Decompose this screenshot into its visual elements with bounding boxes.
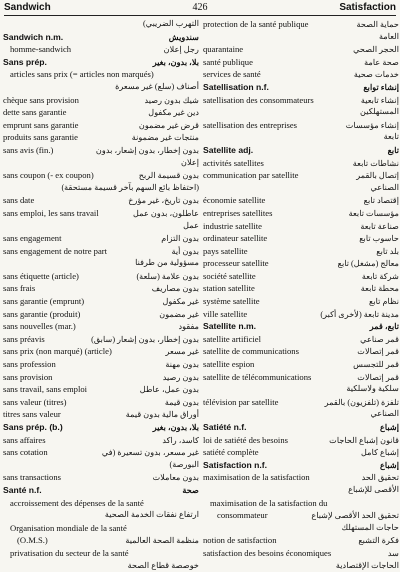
headword-arabic: إنشاء توابع — [363, 82, 399, 92]
dictionary-entry — [3, 106, 199, 119]
entry-french: produits sans garantie — [3, 132, 78, 143]
entry-french: satiété complète — [203, 447, 259, 458]
entry-french: protection de la santé publique — [203, 19, 309, 29]
page-number: 426 — [192, 2, 208, 13]
entry-arabic: عمل — [183, 220, 199, 230]
dictionary-entry — [203, 106, 399, 119]
entry-french: titres sans valeur — [3, 409, 61, 420]
entry-arabic: تابعة — [383, 132, 399, 142]
dictionary-entry — [3, 459, 199, 472]
entry-french: sans engagement de notre part — [3, 245, 108, 256]
entry-arabic: الأقصى للإشباع — [348, 484, 399, 494]
entry-arabic: بدون إخطار، بدون إشعار (سابق) — [91, 334, 199, 344]
page-header — [4, 1, 396, 16]
entry-french: satellite de télécommunications — [203, 371, 312, 382]
entry-arabic: سد — [387, 548, 399, 558]
dictionary-entry — [3, 446, 199, 459]
dictionary-entry — [203, 434, 399, 447]
entry-french: sans provision — [3, 371, 53, 382]
dictionary-entry — [3, 282, 199, 295]
dictionary-entry — [203, 68, 399, 81]
entry-arabic: قرض غير مضمون — [138, 120, 199, 130]
dictionary-entry — [203, 94, 399, 107]
entry-french: sans engagement — [3, 233, 62, 244]
entry-french: sans coupon (- ex coupon) — [3, 170, 94, 181]
entry-french: communication par satellite — [203, 170, 299, 181]
dictionary-entry — [3, 18, 199, 31]
dictionary-entry — [203, 484, 399, 497]
dictionary-entry — [3, 509, 199, 522]
entry-french: homme-sandwich — [10, 44, 72, 55]
headword-arabic: إشباع — [380, 460, 399, 470]
entry-french: industrie satellite — [203, 220, 262, 231]
entry-arabic: فكرة التشبع — [358, 536, 399, 546]
dictionary-entry — [203, 232, 399, 245]
dictionary-entry — [3, 43, 199, 56]
entry-french: satisfaction des besoins économiques — [203, 547, 332, 558]
dictionary-entry — [3, 81, 199, 94]
entry-arabic: بدون التزام — [161, 234, 199, 244]
entry-arabic: صناعة تابعة — [360, 221, 399, 231]
dictionary-entry — [203, 547, 399, 560]
headword-french: Satellisation n.f. — [203, 81, 269, 92]
left-column — [3, 18, 199, 570]
entry-french: notion de satisfaction — [203, 535, 277, 546]
entry-french: accroissement des dépenses de la santé — [10, 497, 144, 508]
dictionary-entry — [3, 207, 199, 220]
entry-arabic: دين غير مكفول — [148, 108, 199, 118]
dictionary-entry — [203, 169, 399, 182]
entry-french: activités satellites — [203, 157, 264, 168]
entry-arabic: قانون إشباع الحاجات — [329, 435, 399, 445]
dictionary-entry — [3, 497, 199, 510]
entry-french: (O.M.S.) — [17, 535, 48, 546]
headword-french: Sans prép. — [3, 56, 47, 67]
dictionary-entry — [3, 194, 199, 207]
headword-entry — [203, 81, 399, 94]
dictionary-entry — [203, 270, 399, 283]
dictionary-entry — [203, 371, 399, 384]
entry-french: sans affaires — [3, 434, 46, 445]
entry-arabic: كاسد، راكد — [162, 435, 199, 445]
dictionary-entry — [3, 295, 199, 308]
dictionary-entry — [203, 522, 399, 535]
entry-french: chèque sans provision — [3, 94, 79, 105]
entry-french: emprunt sans garantie — [3, 119, 79, 130]
entry-french: satellite artificiel — [203, 333, 261, 344]
dictionary-entry — [3, 333, 199, 346]
entry-french: sans cotation — [3, 447, 48, 458]
entry-arabic: قمر إتصالات — [357, 347, 399, 357]
dictionary-entry — [203, 534, 399, 547]
dictionary-entry — [203, 396, 399, 409]
entry-french: sans transactions — [3, 472, 61, 483]
headword-french: Satisfaction n.f. — [203, 459, 267, 470]
entry-french: satellite de communications — [203, 346, 299, 357]
dictionary-entry — [3, 396, 199, 409]
dictionary-entry — [3, 232, 199, 245]
dictionary-entry — [3, 270, 199, 283]
dictionary-entry — [203, 471, 399, 484]
entry-arabic: رجل إعلان — [163, 45, 199, 55]
headword-entry — [203, 144, 399, 157]
dictionary-entry — [203, 333, 399, 346]
entry-arabic: بدون مهنة — [165, 360, 199, 370]
headword-french: Satiété n.f. — [203, 422, 247, 432]
entry-french: quarantaine — [203, 44, 244, 55]
entry-french: satellite espion — [203, 359, 255, 370]
dictionary-entry — [3, 345, 199, 358]
headword-entry — [3, 56, 199, 69]
entry-arabic: تحقيق الحد الأقصى لإشباع — [311, 511, 399, 521]
dictionary-entry — [203, 207, 399, 220]
entry-arabic: إعلان — [180, 157, 199, 167]
dictionary-entry — [203, 295, 399, 308]
headword-french: Satellite adj. — [203, 144, 254, 155]
dictionary-entry — [3, 220, 199, 233]
dictionary-entry — [203, 157, 399, 170]
headword-french: Satellite n.m. — [203, 321, 257, 332]
entry-arabic: المستهلكين — [360, 107, 399, 117]
entry-french: ordinateur satellite — [203, 233, 268, 244]
dictionary-entry — [3, 408, 199, 421]
entry-arabic: خوصصة قطاع الصحة — [127, 560, 199, 570]
entry-french: sans profession — [3, 359, 56, 370]
entry-arabic: شيك بدون رصيد — [144, 95, 199, 105]
dictionary-entry — [203, 308, 399, 321]
right-guide-word: Satisfaction — [339, 2, 396, 13]
entry-arabic: معالج (مشغل) تابع — [337, 259, 399, 269]
dictionary-entry — [203, 408, 399, 421]
entry-arabic: غير مسعر — [165, 347, 199, 357]
entry-french: sans avis (fin.) — [3, 144, 54, 155]
dictionary-entry — [203, 194, 399, 207]
entry-arabic: أوراق مالية بدون قيمة — [125, 410, 199, 420]
dictionary-entry — [203, 560, 399, 572]
entry-french: sans date — [3, 195, 35, 206]
dictionary-entry — [3, 560, 199, 572]
entry-arabic: الصناعي — [370, 409, 399, 419]
dictionary-entry — [3, 534, 199, 547]
headword-entry — [3, 421, 199, 434]
dictionary-entry — [203, 119, 399, 132]
dictionary-entry — [203, 31, 399, 44]
entry-arabic: الحجر الصحي — [353, 45, 399, 55]
entry-arabic: العامة — [379, 31, 399, 41]
entry-french: sans travail, sans emploi — [3, 384, 88, 395]
dictionary-entry — [203, 220, 399, 233]
dictionary-entry — [203, 497, 399, 510]
entry-arabic: مسؤولية من طرفنا — [135, 258, 199, 268]
entry-arabic: سلكية ولاسلكية — [346, 384, 399, 394]
entry-arabic: شركة تابعة — [361, 271, 399, 281]
entry-arabic: بدون قسيمة الربح — [138, 171, 199, 181]
dictionary-entry — [3, 182, 199, 195]
entry-french: sans garantie (produit) — [3, 308, 81, 319]
dictionary-entry — [203, 56, 399, 69]
entry-arabic: إشباع كامل — [360, 448, 399, 458]
entry-arabic: منظمة الصحة العالمية — [125, 536, 199, 546]
entry-arabic: خدمات صحية — [353, 70, 399, 80]
entry-french: sans étiquette (article) — [3, 270, 79, 281]
entry-french: privatisation du secteur de la santé — [10, 547, 129, 558]
entry-arabic: البورصة) — [169, 459, 199, 469]
dictionary-entry — [3, 245, 199, 258]
entry-french: maximisation de la satisfaction — [203, 472, 310, 483]
entry-french: société satellite — [203, 270, 256, 281]
entry-arabic: صحة عامة — [364, 57, 399, 67]
entry-french: sans préavis — [3, 333, 45, 344]
entry-french: système satellite — [203, 296, 260, 307]
entry-arabic: بدون تاريخ، غير مؤرخ — [128, 196, 199, 206]
headword-entry — [203, 320, 399, 333]
dictionary-entry — [3, 119, 199, 132]
entry-arabic: تلفزة (تلفزيون) بالقمر — [324, 397, 399, 407]
headword-french: Sans prép. (b.) — [3, 422, 63, 432]
entry-arabic: بلد تابع — [376, 246, 399, 256]
entry-french: économie satellite — [203, 195, 266, 206]
headword-arabic: إشباع — [380, 423, 399, 432]
entry-arabic: بدون علامة (سلعة) — [136, 271, 199, 281]
dictionary-entry — [3, 144, 199, 157]
entry-arabic: قمر صناعي — [360, 334, 399, 344]
entry-arabic: قمر إتصالات — [357, 372, 399, 382]
dictionary-entry — [3, 308, 199, 321]
dictionary-entry — [3, 522, 199, 535]
entry-french: articles sans prix (= articles non marqués) — [10, 69, 154, 80]
entry-french: Organisation mondiale de la santé — [10, 522, 127, 533]
entry-french: sans prix (non marqué) (article) — [3, 346, 112, 357]
headword-french: Sandwich n.m. — [3, 31, 64, 42]
entry-arabic: نظام تابع — [368, 297, 399, 307]
entry-arabic: بدون مصاريف — [151, 284, 199, 294]
entry-french: ville satellite — [203, 308, 248, 319]
dictionary-entry — [3, 169, 199, 182]
entry-arabic: (احتفاظ بائع السهم بآخر قسيمة مستحقة) — [61, 182, 199, 192]
entry-arabic: محطة تابعة — [360, 284, 399, 294]
dictionary-entry — [3, 471, 199, 484]
entry-french: loi de satiété des besoins — [203, 434, 288, 445]
dictionary-entry — [203, 257, 399, 270]
dictionary-entry — [203, 383, 399, 396]
headword-arabic: بلا، بدون، بغير — [152, 423, 199, 432]
entry-french: satellisation des entreprises — [203, 119, 298, 130]
headword-arabic: تابع — [387, 145, 399, 155]
entry-french: sans emploi, les sans travail — [3, 207, 99, 218]
headword-entry — [203, 459, 399, 472]
entry-french: satellisation des consommateurs — [203, 94, 314, 105]
entry-french: dette sans garantie — [3, 107, 67, 118]
entry-french: entreprises satellites — [203, 207, 273, 218]
entry-arabic: التهرب الضريبي) — [143, 19, 199, 28]
headword-entry — [3, 484, 199, 497]
entry-arabic: بدون أية — [171, 246, 199, 256]
entry-arabic: أصناف (سلع) غير مسعرة — [115, 81, 199, 91]
entry-arabic: عاطلون، بدون عمل — [133, 208, 199, 218]
entry-arabic: حماية الصحة — [356, 20, 399, 29]
entry-french: station satellite — [203, 283, 255, 294]
dictionary-entry — [3, 94, 199, 107]
dictionary-entry — [203, 345, 399, 358]
right-column — [203, 18, 399, 570]
entry-arabic: قمر للتجسس — [353, 360, 399, 370]
dictionary-entry — [3, 434, 199, 447]
headword-french: Santé n.f. — [3, 484, 42, 495]
entry-arabic: منتجات غير مضمونة — [131, 133, 199, 143]
dictionary-entry — [3, 547, 199, 560]
dictionary-entry — [3, 68, 199, 81]
entry-arabic: إتصال بالقمر — [356, 171, 399, 181]
entry-french: services de santé — [203, 69, 261, 80]
dictionary-entry — [3, 131, 199, 144]
dictionary-entry — [203, 18, 399, 31]
dictionary-entry — [3, 320, 199, 333]
dictionary-entry — [203, 446, 399, 459]
entry-arabic: إقتصاد تابع — [363, 196, 399, 206]
entry-arabic: بدون عمل، عاطل — [139, 385, 199, 395]
headword-arabic: بلا، بدون، بغير — [152, 57, 199, 67]
dictionary-entry — [3, 383, 199, 396]
entry-arabic: مؤسسات تابعة — [348, 208, 399, 218]
entry-arabic: غير مضمون — [159, 309, 199, 319]
entry-arabic: بدون إخطار، بدون إشعار، بدون — [95, 145, 199, 155]
entry-french: sans frais — [3, 283, 36, 294]
entry-french: processeur satellite — [203, 258, 269, 269]
entry-arabic: غير مسعر، بدون تسعيرة (في — [101, 448, 199, 458]
dictionary-entry — [203, 43, 399, 56]
entry-arabic: حاجات المستهلك — [341, 522, 399, 532]
dictionary-entry — [3, 157, 199, 170]
left-guide-word: Sandwich — [4, 2, 51, 13]
entry-arabic: نشاطات تابعة — [352, 158, 399, 168]
dictionary-entry — [203, 282, 399, 295]
entry-arabic: بدون رصيد — [162, 372, 199, 382]
entry-arabic: إنشاء مؤسسات — [345, 120, 399, 130]
headword-entry — [203, 421, 399, 434]
entry-arabic: إنشاء تابعية — [360, 95, 399, 105]
entry-arabic: ارتفاع نفقات الخدمة الصحية — [104, 510, 199, 520]
entry-arabic: بدون معاملات — [152, 473, 199, 483]
entry-arabic: حاسوب تابع — [359, 234, 399, 244]
entry-arabic: الصناعي — [370, 182, 399, 192]
entry-french: pays satellite — [203, 245, 248, 256]
entry-french: santé publique — [203, 56, 253, 67]
entry-arabic: الحاجات الإقتصادية — [335, 560, 399, 570]
dictionary-entry — [203, 131, 399, 144]
entry-arabic: تحقيق الحد — [361, 473, 399, 483]
dictionary-entry — [203, 245, 399, 258]
dictionary-entry — [3, 257, 199, 270]
headword-entry — [3, 31, 199, 44]
entry-french: maximisation de la satisfaction du — [210, 497, 328, 508]
dictionary-entry — [203, 182, 399, 195]
dictionary-entry — [3, 358, 199, 371]
dictionary-entry — [3, 371, 199, 384]
dictionary-entry — [203, 358, 399, 371]
entry-french: sans nouvelles (mar.) — [3, 321, 76, 332]
entry-arabic: غير مكفول — [162, 297, 199, 307]
headword-arabic: تابع، قمر — [369, 322, 399, 332]
entry-french: télévision par satellite — [203, 396, 279, 407]
entry-arabic: مدينة تابعة (لأخرى أكبر) — [320, 309, 399, 319]
entry-french: consommateur — [217, 510, 268, 521]
headword-arabic: سندويش — [168, 32, 199, 42]
entry-french: sans garantie (emprunt) — [3, 296, 85, 307]
headword-arabic: صحة — [182, 485, 199, 495]
entry-arabic: بدون قيمة — [164, 397, 199, 407]
dictionary-entry — [203, 509, 399, 522]
entry-french: sans valeur (titres) — [3, 396, 67, 407]
entry-arabic: مفقود — [178, 322, 199, 332]
